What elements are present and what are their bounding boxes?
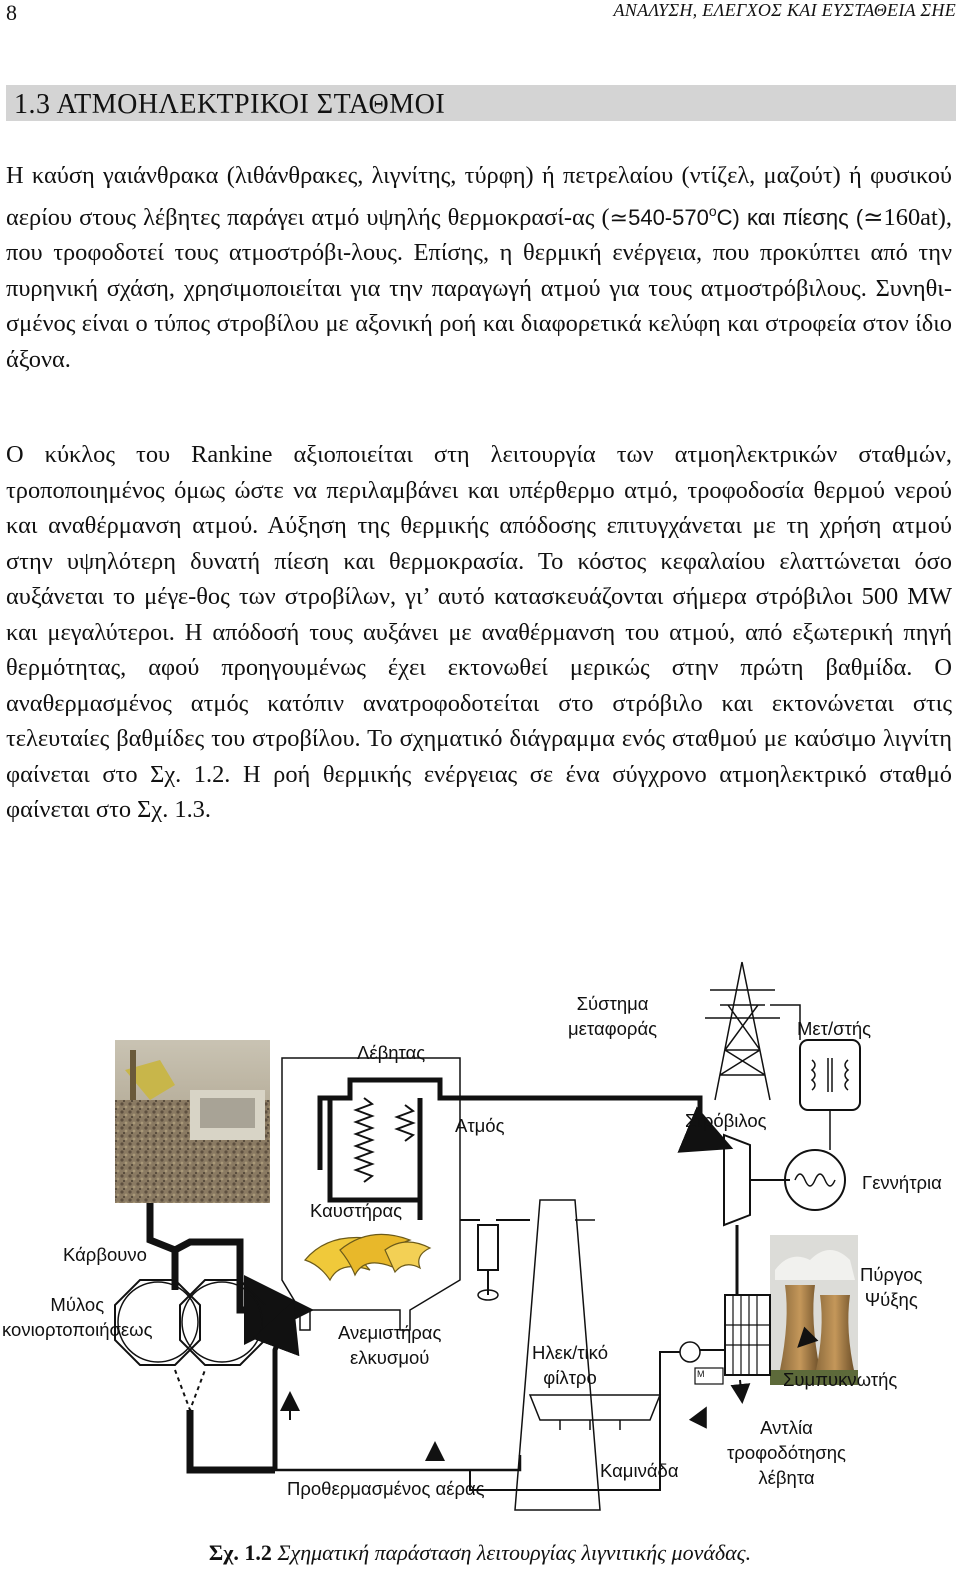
temperature-value: ≃540-570 (609, 204, 709, 230)
running-head: ΑΝΑΛΥΣΗ, ΕΛΕΓΧΟΣ ΚΑΙ ΕΥΣΤΑΘΕΙΑ ΣΗΕ (613, 0, 956, 20)
label-steam: Ατμός (455, 1115, 505, 1136)
induced-draft-fan (460, 1220, 530, 1300)
electrostatic-filter (530, 1395, 660, 1430)
section-heading-bar (6, 85, 956, 121)
caption-text: Σχηματική παράσταση λειτουργίας λιγνιτικής μονάδας. (277, 1540, 752, 1565)
paragraph-1-text-b: ), που τροφοδοτεί τους ατμοστρόβι-λους. Επίσης, η θερμική ενέργεια, που προκύπτει από την πυρηνική σχάση, χρησιμοποιείται για την παραγωγή ατμού για τους ατμοστρόβιλους. Συνηθι-σμένος είναι ο τύπος στροβίλου με αξονική ροή και διαφορετικά κελύφη και στροφεία στον ίδιο άξονα. (6, 203, 952, 373)
transmission-tower (705, 962, 780, 1100)
figure-caption (0, 1540, 960, 1566)
label-preheated-air: Προθερμασμένος αέρας (287, 1478, 485, 1499)
label-transformer: Μετ/στής (797, 1018, 872, 1039)
paragraph-2: Ο κύκλος του Rankine αξιοποιείται στη λειτουργία των ατμοηλεκτρικών σταθμών, τροποποιημένος όμως ώστε να περιλαμβάνει και υπέρθερμο ατμό, τροφοδοσία θερμού νερού και αναθέρμανση ατμού. Αύξηση της θερμικής απόδοσης επιτυγχάνεται με τη χρήση ατμού στην υψηλότερη δυνατή πίεση και θερμοκρασία. Το κόστος κεφαλαίου ελαττώνεται όσο αυξάνεται το μέγε-θος των στροβίλων, γι’ αυτό κατασκευάζονται σήμερα στρόβιλοι 500 MW και μεγαλύτεροι. Η απόδοσή τους αυξάνει με αναθέρμανση του ατμού, από εξωτερική πηγή θερμότητας, αφού προηγουμένως έχει εκτονωθεί μερικώς στην πρώτη βαθμίδα. Ο αναθερμασμένος ατμός κατόπιν ανατροφοδοτείται στο στρόβιλο και εκτονώνεται στις τελευταίες βαθμίδες του στροβίλου. Το σχηματικό διάγραμμα ενός σταθμού με καύσιμο λιγνίτη φαίνεται στο Σχ. 1.2. Η ροή θερμικής ενέργειας σε ένα σύγχρονο ατμοηλεκτρικό σταθμό φαίνεται στο Σχ. 1.3. (6, 441, 952, 823)
label-motor: M (697, 1369, 705, 1379)
label-boiler: Λέβητας (357, 1042, 426, 1063)
label-turbine: Στρόβιλος (685, 1110, 767, 1131)
burner-flame (305, 1234, 430, 1280)
label-burner: Καυστήρας (310, 1200, 403, 1221)
page-number: 8 (6, 0, 17, 25)
page-header (0, 0, 960, 30)
paragraph-1-text-a: Η καύση γαιάνθρακα (λιθάνθρακες, λιγνίτης, τύρφη) ή πετρελαίου (ντίζελ, μαζούτ) ή φυσικού αερίου στους λέβητες παράγει ατμό υψηλής θερμοκρασί-ας ( (6, 162, 952, 231)
figure-lignite-plant (0, 950, 960, 1530)
label-mill: Μύλος κονιορτοποιήσεως (2, 1294, 153, 1340)
label-chimney: Καμινάδα (600, 1460, 679, 1481)
cooling-tower-photo (770, 1235, 858, 1385)
preheated-air-pipe (275, 1310, 290, 1470)
coal-mine-photo (115, 1040, 270, 1203)
label-electrostatic-filter: Ηλεκ/τικό φίλτρο (532, 1342, 608, 1388)
label-coal: Κάρβουνο (63, 1244, 147, 1265)
label-feed-pump: Αντλία τροφοδότησης λέβητα (727, 1417, 846, 1488)
pressure-value: ≃160 (863, 203, 921, 231)
generator (785, 1150, 845, 1210)
pressure-unit: at (920, 203, 938, 231)
temperature-unit-text: C) και πίεσης ( (716, 204, 864, 230)
label-transmission-system: Σύστημα μεταφοράς (568, 993, 658, 1039)
label-generator: Γεννήτρια (862, 1172, 942, 1193)
condenser (725, 1225, 770, 1375)
label-draft-fan: Ανεμιστήρας ελκυσμού (338, 1322, 442, 1368)
degree-sup: o (708, 202, 717, 219)
paragraph-1 (6, 158, 952, 377)
coal-feed-line (150, 1203, 175, 1290)
section-title: 1.3 ΑΤΜΟΗΛΕΚΤΡΙΚΟΙ ΣΤΑΘΜΟΙ (14, 89, 446, 120)
label-condenser: Συμπυκνωτής (783, 1369, 898, 1390)
caption-number: Σχ. 1.2 (208, 1540, 272, 1565)
label-cooling-tower: Πύργος Ψύξης (860, 1264, 923, 1310)
boiler (282, 1058, 475, 1330)
